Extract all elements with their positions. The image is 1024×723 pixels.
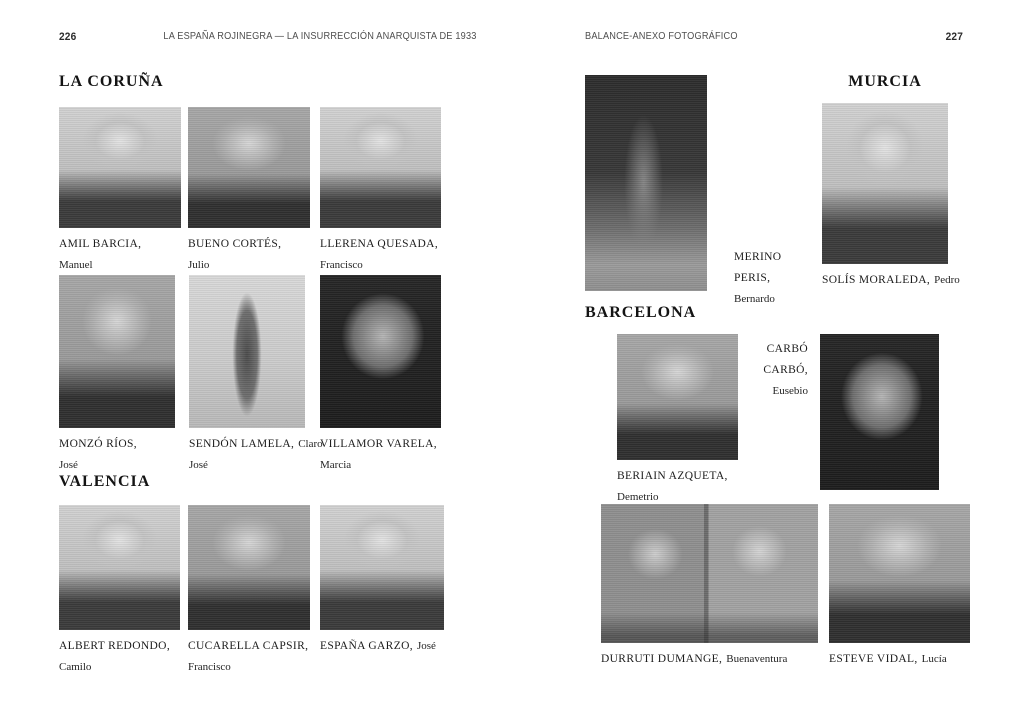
caption-caps: BERIAIN AZQUETA, — [617, 470, 728, 482]
caption-carbo-carbo — [718, 338, 808, 401]
photo-solis-moraleda — [822, 103, 948, 264]
caption-llerena-quesada — [320, 233, 441, 275]
caption-given: Francisco — [320, 259, 363, 271]
caption-given: Marcia — [320, 459, 352, 471]
figure-albert-redondo — [59, 505, 180, 677]
caption-cucarella-capsir — [188, 635, 310, 677]
figure-espana-garzo — [320, 505, 444, 656]
caption-caps: BUENO CORTÉS, — [188, 238, 282, 250]
caption-monzo-rios — [59, 433, 175, 475]
caption-esteve-vidal — [829, 648, 970, 669]
caption-espana-garzo — [320, 635, 444, 656]
caption-amil-barcia — [59, 233, 181, 275]
caption-caps: CARBÓ — [766, 343, 808, 355]
caption-caps: CARBÓ, — [763, 364, 808, 376]
figure-carbo-carbo — [820, 334, 939, 490]
caption-given: Eusebio — [772, 385, 808, 397]
photo-albert-redondo — [59, 505, 180, 630]
caption-caps: VILLAMOR VARELA, — [320, 438, 437, 450]
caption-caps: ALBERT REDONDO, — [59, 640, 171, 652]
caption-caps: AMIL BARCIA, — [59, 238, 142, 250]
figure-amil-barcia — [59, 107, 181, 275]
caption-given: Manuel — [59, 259, 93, 271]
photo-espana-garzo — [320, 505, 444, 630]
caption-caps: ESPAÑA GARZO, — [320, 640, 413, 652]
caption-given: José — [189, 459, 208, 471]
figure-solis-moraleda — [822, 103, 960, 290]
caption-villamor-varela — [320, 433, 441, 475]
figure-sendon-lamela — [189, 275, 323, 475]
caption-given: Julio — [188, 259, 210, 271]
caption-given: Claro — [298, 438, 323, 450]
figure-esteve-vidal — [829, 504, 970, 669]
section-heading-valencia: VALENCIA — [59, 473, 151, 490]
photo-llerena-quesada — [320, 107, 441, 228]
caption-given: Francisco — [188, 661, 231, 673]
section-heading-murcia: MURCIA — [848, 73, 922, 90]
figure-bueno-cortes — [188, 107, 310, 275]
running-title-right: BALANCE-ANEXO FOTOGRÁFICO — [585, 31, 738, 42]
caption-durruti-dumange — [601, 648, 818, 669]
photo-cucarella-capsir — [188, 505, 310, 630]
caption-given: Pedro — [934, 274, 960, 286]
figure-monzo-rios — [59, 275, 175, 475]
caption-caps: MERINO — [734, 251, 782, 263]
caption-albert-redondo — [59, 635, 180, 677]
caption-beriain-azqueta — [617, 465, 738, 507]
figure-cucarella-capsir — [188, 505, 310, 677]
figure-llerena-quesada — [320, 107, 441, 275]
caption-given: José — [416, 640, 436, 652]
section-heading-la-coruna: LA CORUÑA — [59, 73, 164, 90]
caption-caps: SOLÍS MORALEDA, — [822, 274, 931, 286]
caption-sendon-lamela — [189, 433, 323, 475]
photo-carbo-carbo — [820, 334, 939, 490]
figure-merino-peris — [585, 75, 707, 291]
figure-villamor-varela — [320, 275, 441, 475]
caption-bueno-cortes — [188, 233, 310, 275]
caption-given: Lucía — [921, 653, 947, 665]
caption-given: Bernardo — [734, 293, 775, 305]
caption-caps: ESTEVE VIDAL, — [829, 653, 918, 665]
caption-given: Buenaventura — [726, 653, 788, 665]
photo-villamor-varela — [320, 275, 441, 428]
caption-caps: CUCARELLA CAPSIR, — [188, 640, 309, 652]
running-title-left: LA ESPAÑA ROJINEGRA — LA INSURRECCIÓN ANARQUISTA DE 1933 — [163, 31, 477, 42]
caption-caps: LLERENA QUESADA, — [320, 238, 439, 250]
page-number-right: 227 — [945, 31, 963, 43]
caption-caps: MONZÓ RÍOS, — [59, 438, 137, 450]
figure-durruti-dumange — [601, 504, 818, 669]
page-number-left: 226 — [59, 31, 77, 43]
photo-merino-peris — [585, 75, 707, 291]
caption-solis-moraleda — [822, 269, 960, 290]
photo-durruti-dumange — [601, 504, 818, 643]
photo-esteve-vidal — [829, 504, 970, 643]
caption-merino-peris — [734, 246, 814, 309]
photo-bueno-cortes — [188, 107, 310, 228]
photo-sendon-lamela — [189, 275, 305, 428]
photo-amil-barcia — [59, 107, 181, 228]
caption-given: José — [59, 459, 78, 471]
caption-given: Camilo — [59, 661, 92, 673]
caption-caps: DURRUTI DUMANGE, — [601, 653, 723, 665]
caption-given: Demetrio — [617, 491, 659, 503]
photo-monzo-rios — [59, 275, 175, 428]
caption-caps: PERIS, — [734, 272, 771, 284]
section-heading-barcelona: BARCELONA — [585, 304, 697, 321]
caption-caps: SENDÓN LAMELA, — [189, 438, 295, 450]
